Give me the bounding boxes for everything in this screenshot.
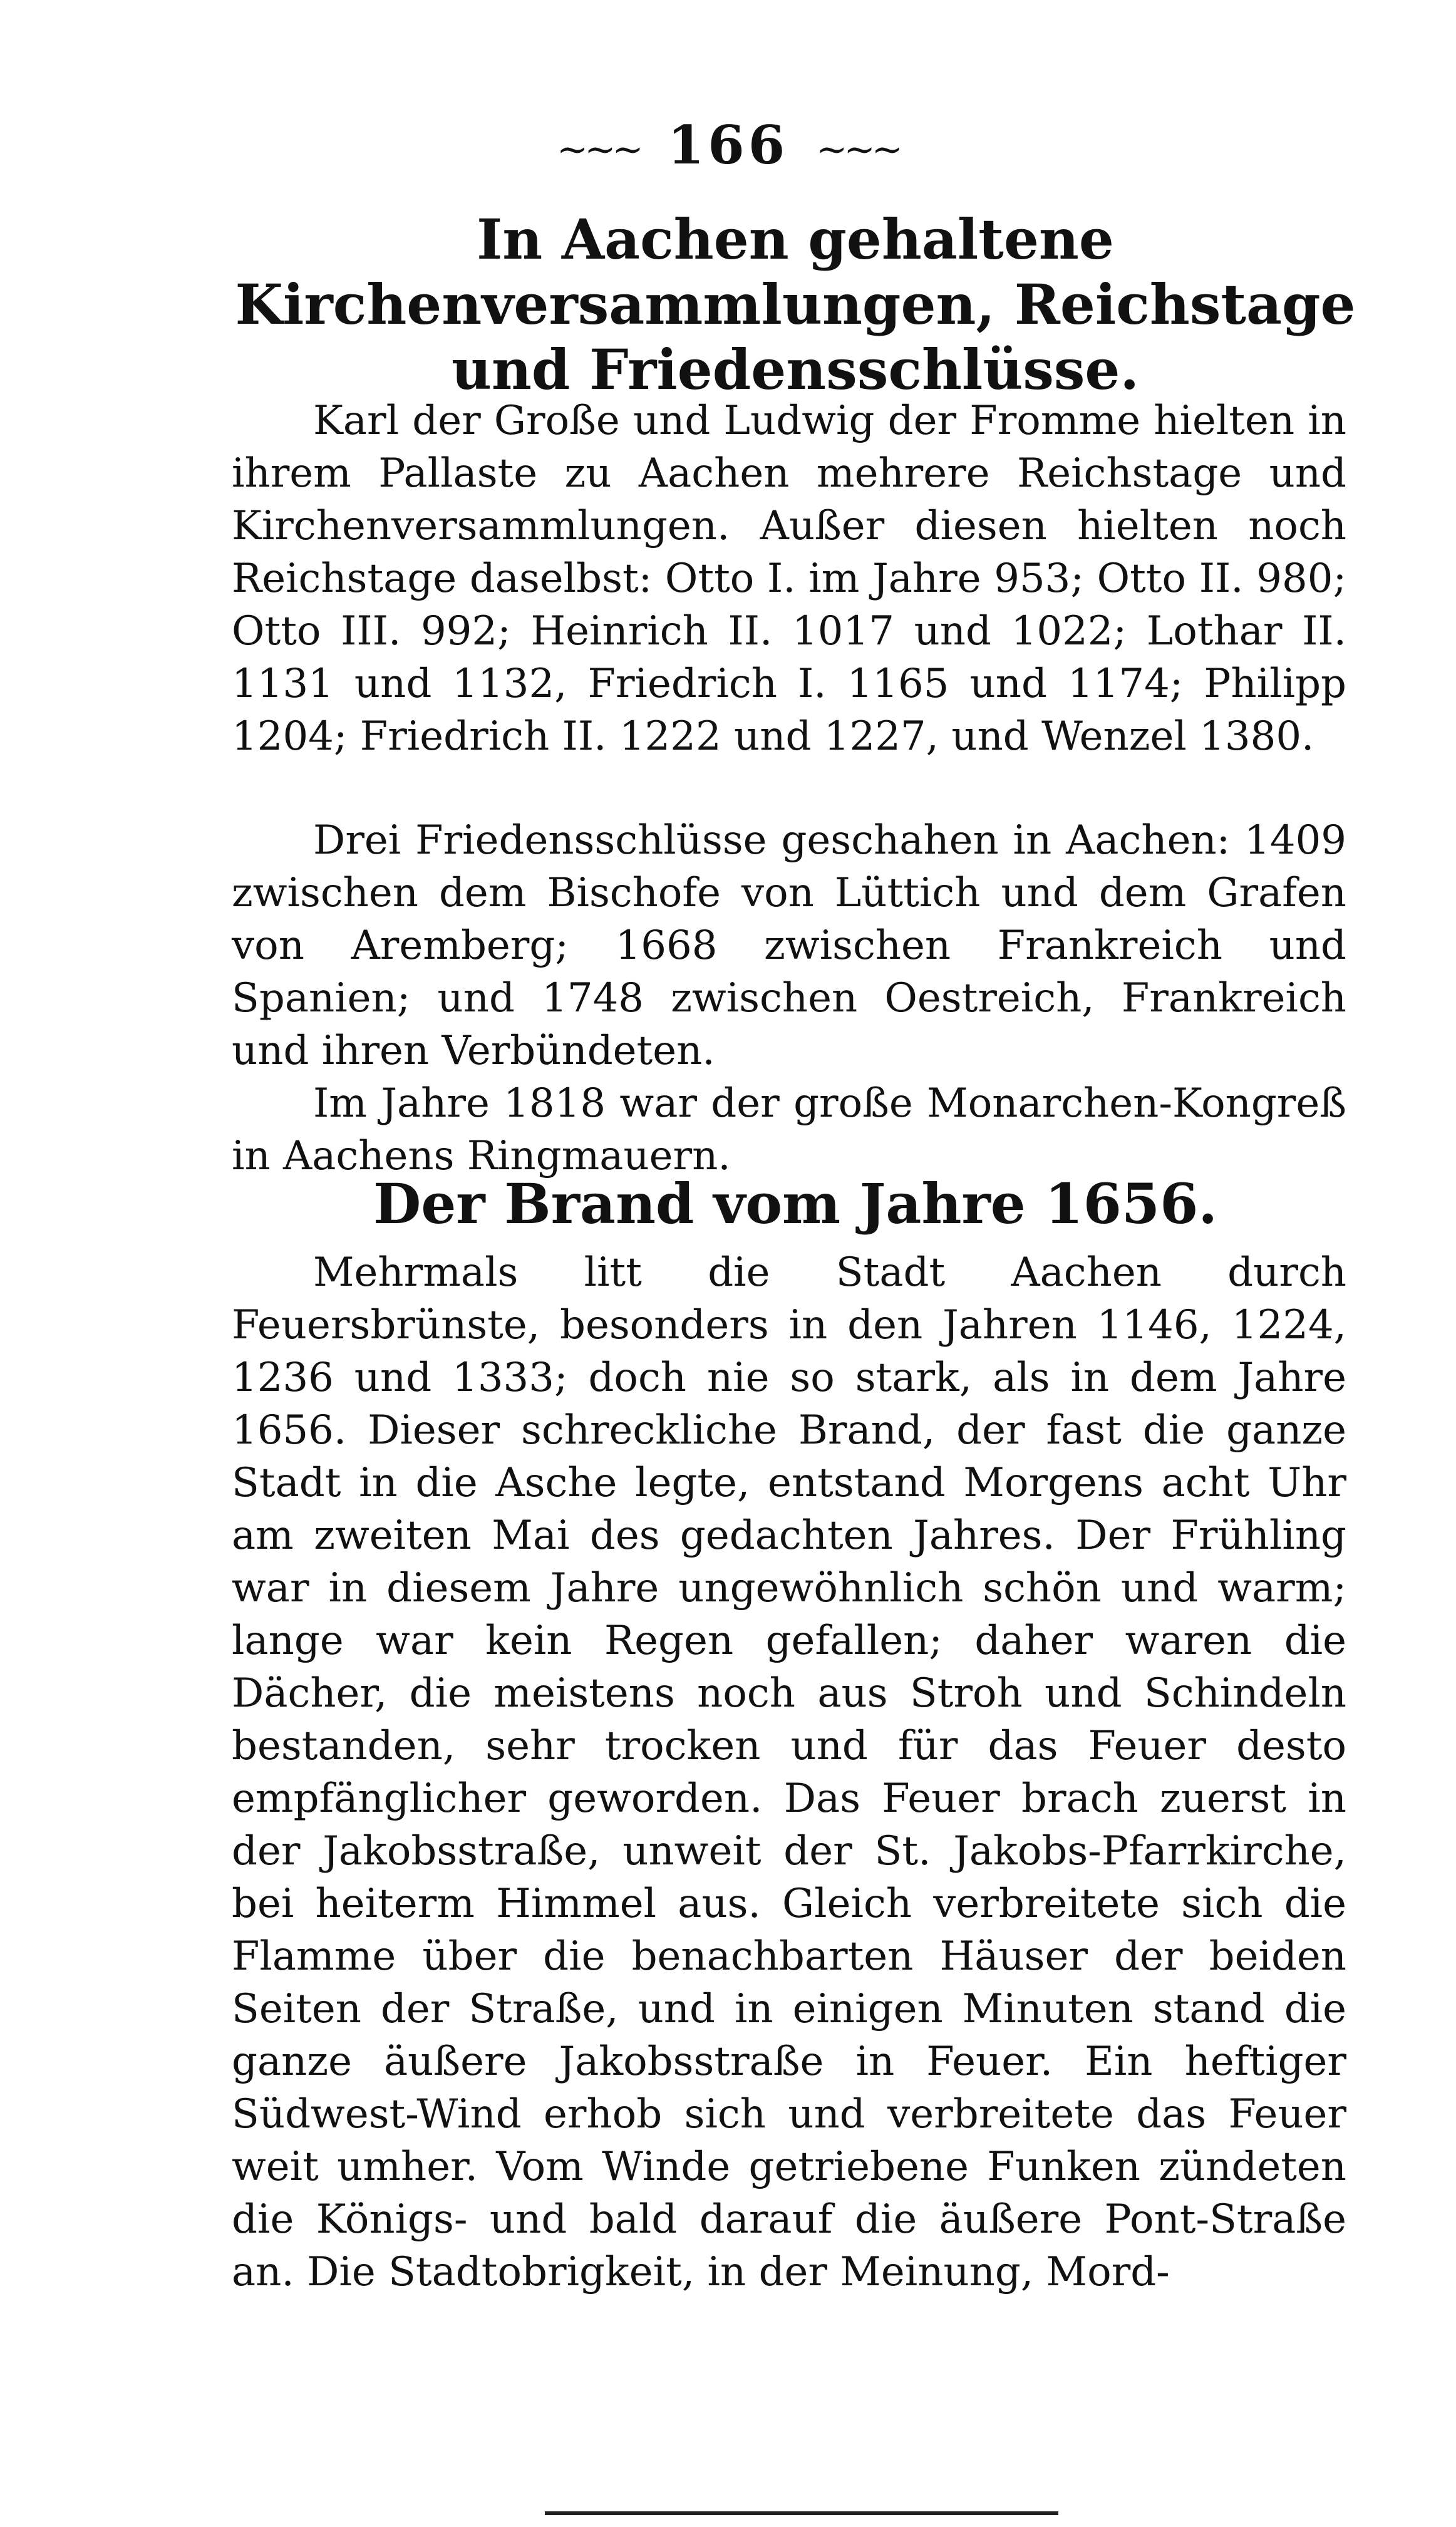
page-number-header [0, 114, 1456, 176]
ornament-right: ~~~ [816, 128, 899, 172]
paragraph-diets: Karl der Große und Ludwig der Fromme hielten in ihrem Pallaste zu Aachen mehrere Reichstage und Kirchenversammlungen. Außer diesen hielten noch Reichstage daselbst: Otto I. im Jahre 953; Otto II. 980; Otto III. 992; Heinrich II. 1017 und 1022; Lothar II. 1131 und 1132, Friedrich I. 1165 und 1174; Philipp 1204; Friedrich II. 1222 und 1227, und Wenzel 1380. [232, 398, 1346, 760]
paragraph-peace-treaties: Drei Friedensschlüsse geschahen in Aachen: 1409 zwischen dem Bischofe von Lüttich und dem Grafen von Aremberg; 1668 zwischen Frankreich und Spanien; und 1748 zwischen Oestreich, Frankreich und ihren Verbündeten. [232, 817, 1346, 1074]
section-title-councils: In Aachen gehaltene Kirchenversammlungen, Reichstage und Friedensschlüsse. [235, 207, 1356, 402]
paragraph-congress-1818: Im Jahre 1818 war der große Monarchen-Kongreß in Aachens Ringmauern. [232, 1080, 1346, 1179]
bottom-rule [545, 2511, 1058, 2515]
section-title-fire-1656: Der Brand vom Jahre 1656. [373, 1171, 1217, 1236]
page-number: 166 [667, 114, 789, 176]
paragraph-fire-account: Mehrmals litt die Stadt Aachen durch Feuersbrünste, besonders in den Jahren 1146, 1224, 1236 und 1333; doch nie so stark, als in dem Jahre 1656. Dieser schreckliche Brand, der fast die ganze Stadt in die Asche legte, entstand Morgens acht Uhr am zweiten Mai des gedachten Jahres. Der Frühling war in diesem Jahre ungewöhnlich schön und warm; lange war kein Regen gefallen; daher waren die Dächer, die meistens noch aus Stroh und Schindeln bestanden, sehr trocken und für das Feuer desto empfänglicher geworden. Das Feuer brach zuerst in der Jakobsstraße, unweit der St. Jakobs-Pfarrkirche, bei heiterm Himmel aus. Gleich verbreitete sich die Flamme über die benachbarten Häuser der beiden Seiten der Straße, und in einigen Minuten stand die ganze äußere Jakobsstraße in Feuer. Ein heftiger Südwest-Wind erhob sich und verbreitete das Feuer weit umher. Vom Winde getriebene Funken zündeten die Königs- und bald darauf die äußere Pont-Straße an. Die Stadtobrigkeit, in der Meinung, Mord- [232, 1249, 1346, 2295]
ornament-left: ~~~ [557, 128, 640, 172]
